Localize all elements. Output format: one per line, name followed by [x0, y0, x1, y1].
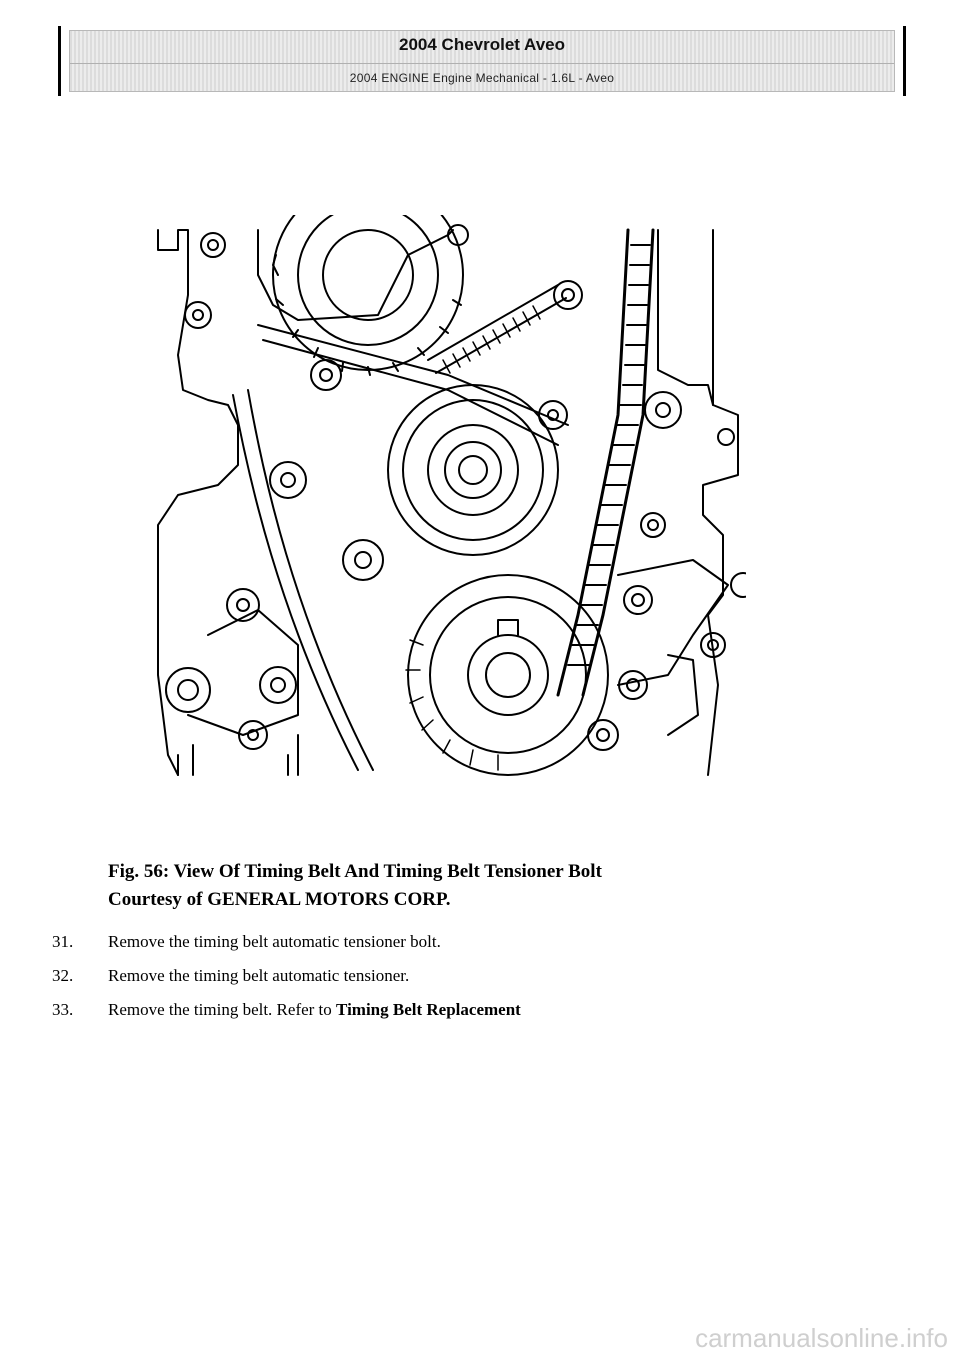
document-title: 2004 Chevrolet Aveo [399, 35, 565, 54]
step-text: Remove the timing belt automatic tensioner. [108, 966, 410, 985]
step-number: 31. [52, 932, 74, 951]
figure-caption [108, 858, 602, 914]
step-number: 33. [52, 1000, 74, 1019]
list-item [52, 1000, 521, 1034]
figure-caption-credit: Courtesy of GENERAL MOTORS CORP. [108, 889, 451, 910]
figure-caption-title: Fig. 56: View Of Timing Belt And Timing Belt Tensioner Bolt [108, 861, 602, 882]
header-divider [70, 63, 894, 64]
step-text [108, 1000, 521, 1034]
watermark-text: carmanualsonline.info [695, 1323, 948, 1353]
step-text: Remove the timing belt automatic tensioner bolt. [108, 932, 441, 951]
timing-belt-tensioner-diagram [148, 215, 746, 777]
document-subtitle: 2004 ENGINE Engine Mechanical - 1.6L - Aveo [349, 71, 615, 85]
reference-link-timing-belt-replacement[interactable]: Timing Belt Replacement [336, 1000, 521, 1019]
page-header [58, 26, 906, 96]
list-item [52, 932, 521, 966]
procedure-steps [52, 932, 521, 1034]
step-text-body: Remove the timing belt. Refer to [108, 1000, 337, 1019]
list-item [52, 966, 521, 1000]
header-bar [69, 30, 895, 92]
step-number: 32. [52, 966, 74, 985]
